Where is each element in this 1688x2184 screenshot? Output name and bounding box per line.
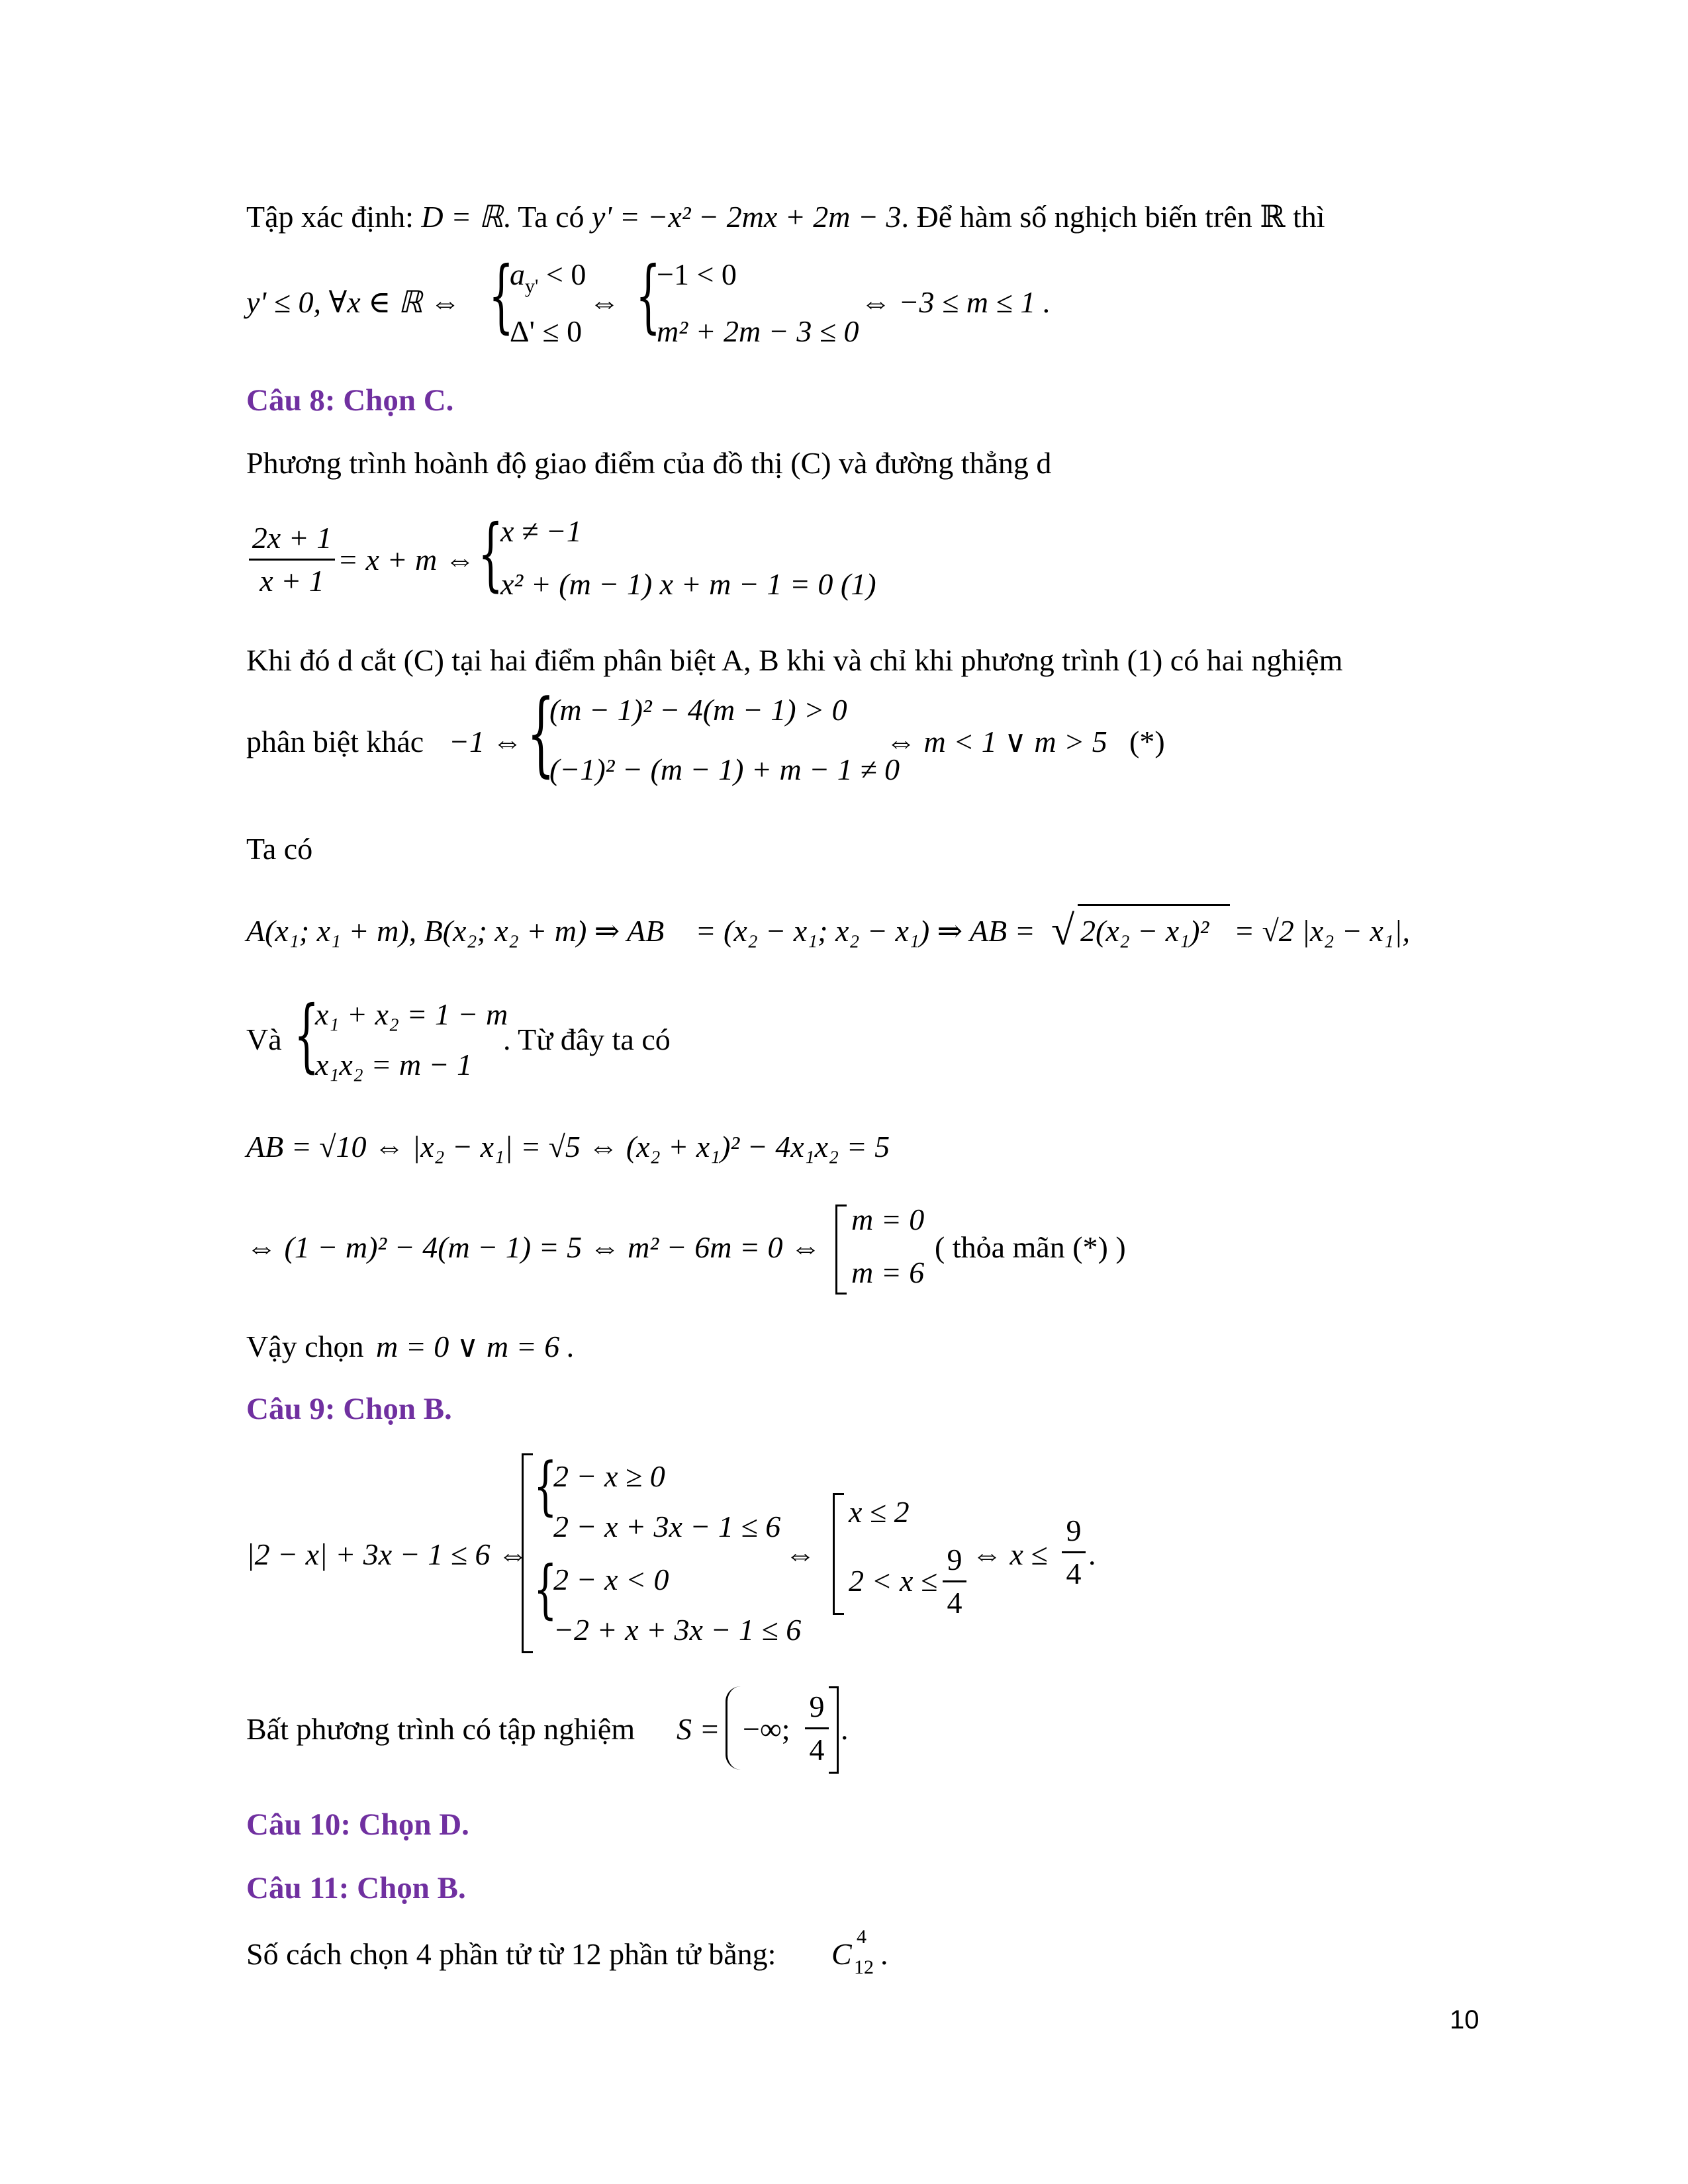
cau8-heading: Câu 8: Chọn C. — [246, 383, 454, 418]
cau11-sup: 4 — [857, 1926, 867, 1948]
cau9-r2: 2 < x ≤ — [849, 1564, 938, 1598]
brace-left-2: { — [635, 250, 661, 343]
cau8-ab10: AB = √10 ⇔ |x₂ − x₁| = √5 ⇔ (x₂ + x₁)² − 4x₁x₂ = 5 — [246, 1130, 890, 1163]
cau8-fraction — [249, 523, 335, 596]
frac1-den: 4 — [947, 1586, 962, 1619]
brace-left-4: { — [527, 680, 555, 788]
cau9-heading: Câu 9: Chọn B. — [246, 1392, 452, 1426]
brace-left-5: { — [294, 989, 320, 1082]
cau9-frac-2 — [1062, 1516, 1086, 1589]
cau11-heading: Câu 11: Chọn B. — [246, 1871, 466, 1905]
brace-left-6: { — [534, 1450, 557, 1524]
cond-lhs: y' ≤ 0, ∀x ∈ ℝ ⇔ — [246, 285, 461, 319]
cau8-sys-b: x² + (m − 1) x + m − 1 = 0 (1) — [500, 567, 876, 601]
cau10-heading: Câu 10: Chọn D. — [246, 1807, 469, 1842]
cau8-ab-line: A(x₁; x₁ + m), B(x₂; x₂ + m) ⇒ AB⃗ = (x₂ − x₁; x₂ − x₁) ⇒ AB = — [246, 914, 1035, 948]
frac1-num: 9 — [947, 1543, 962, 1576]
frac2-den: 4 — [1066, 1557, 1082, 1590]
cond-result: ⇔ −3 ≤ m ≤ 1 . — [861, 285, 1051, 319]
frac3-den: 4 — [809, 1733, 825, 1766]
cau8-cond2-res: ⇔ m < 1 ∨ m > 5 — [886, 725, 1107, 758]
domain-text-3: . Để hàm số nghịch biến trên — [901, 200, 1252, 234]
cau9-c1b: 2 − x + 3x − 1 ≤ 6 — [553, 1510, 781, 1543]
cau8-eq-rest: = x + m ⇔ — [338, 543, 475, 576]
cau8-thoa: ( thỏa mãn (*) ) — [935, 1230, 1126, 1264]
page-number: 10 — [1450, 2005, 1479, 2034]
cau8-tu-day: . Từ đây ta có — [503, 1023, 671, 1056]
cau9-lhs: |2 − x| + 3x − 1 ≤ 6 ⇔ — [246, 1537, 528, 1571]
cau8-ab-sqrt: 2(x₂ − x₁)² — [1080, 914, 1209, 948]
cau9-iff: ⇔ — [785, 1537, 816, 1571]
cau8-vieta-b: x₁x₂ = m − 1 — [315, 1048, 473, 1081]
cau9-r1: x ≤ 2 — [849, 1495, 910, 1529]
cau9-dot: . — [1088, 1537, 1096, 1571]
bracket-left-3 — [833, 1493, 844, 1615]
cau8-cond2-val: −1 ⇔ — [449, 725, 523, 758]
cond-sys2-a: −1 < 0 — [657, 257, 737, 291]
cau9-bpt-text: Bất phương trình có tập nghiệm — [246, 1712, 635, 1746]
cau8-taco: Ta có — [246, 832, 313, 866]
domain-text-1: Tập xác định: — [246, 200, 414, 234]
cau8-vieta-a: x₁ + x₂ = 1 − m — [315, 997, 508, 1031]
cau9-frac-1 — [943, 1545, 966, 1618]
domain-text-2: . Ta có — [503, 200, 585, 234]
cau8-solve: ⇔ (1 − m)² − 4(m − 1) = 5 ⇔ m² − 6m = 0 ⇔ — [246, 1230, 821, 1264]
domain-line — [246, 202, 1325, 232]
bracket-left-1 — [835, 1205, 847, 1295]
brace-left-3: { — [478, 508, 504, 601]
fraction-numerator: 2x + 1 — [252, 521, 332, 555]
cau8-intro: Phương trình hoành độ giao điểm của đồ thị (C) và đường thẳng d — [246, 446, 1052, 480]
cau9-c2a: 2 − x < 0 — [553, 1563, 669, 1596]
set-right-bracket — [829, 1686, 839, 1774]
cau9-final: ⇔ x ≤ — [972, 1537, 1048, 1571]
cau8-cond2-a: (m − 1)² − 4(m − 1) > 0 — [549, 693, 847, 727]
cau8-vay-math: m = 0 ∨ m = 6 . — [376, 1330, 575, 1363]
real-set: ℝ — [1260, 200, 1286, 234]
cau8-vay: Vậy chọn — [246, 1330, 364, 1363]
brace-left-1: { — [489, 250, 514, 343]
cau11-sub: 12 — [854, 1956, 874, 1978]
cau9-c2b: −2 + x + 3x − 1 ≤ 6 — [553, 1613, 802, 1647]
cau8-sys-a: x ≠ −1 — [500, 514, 582, 548]
cau8-sol-a: m = 0 — [851, 1203, 925, 1236]
domain-math-1: D = ℝ — [421, 200, 504, 234]
cond-sys1-b: Δ' ≤ 0 — [510, 314, 583, 348]
cau9-set-dot: . — [841, 1712, 849, 1746]
bracket-left-2 — [522, 1453, 533, 1653]
cau9-frac-3 — [805, 1692, 829, 1765]
cau8-ab-end: = √2 |x₂ − x₁|, — [1234, 914, 1410, 948]
frac3-num: 9 — [809, 1690, 825, 1723]
cau8-va: Và — [246, 1023, 282, 1056]
derivative-expr: y' = −x² − 2mx + 2m − 3 — [592, 200, 902, 234]
sqrt-sign: √ — [1051, 907, 1075, 954]
frac2-num: 9 — [1066, 1514, 1082, 1547]
cau9-set-lhs: S = — [677, 1712, 720, 1746]
cau11-text: Số cách chọn 4 phần tử từ 12 phần tử bằng: — [246, 1937, 776, 1971]
cau8-sol-b: m = 6 — [851, 1255, 925, 1289]
cau8-cond-text: Khi đó d cắt (C) tại hai điểm phân biệt A, B khi và chỉ khi phương trình (1) có hai nghiệm — [246, 643, 1343, 677]
fraction-denominator: x + 1 — [259, 564, 324, 598]
set-left-paren — [726, 1686, 741, 1770]
cond-sys2-b: m² + 2m − 3 ≤ 0 — [657, 314, 859, 348]
sqrt-vinculum — [1078, 904, 1230, 906]
cau9-set-inner: −∞; — [743, 1712, 790, 1746]
cau11-end: . — [880, 1937, 888, 1971]
domain-text-4: thì — [1292, 200, 1325, 234]
cau8-cond2-text: phân biệt khác — [246, 725, 424, 758]
brace-left-7: { — [534, 1553, 557, 1627]
cau8-cond2-b: (−1)² − (m − 1) + m − 1 ≠ 0 — [549, 752, 900, 786]
cau11-combination: C — [831, 1937, 852, 1971]
cau8-cond2-star: (*) — [1129, 725, 1165, 758]
cau9-c1a: 2 − x ≥ 0 — [553, 1459, 665, 1493]
cond-sys1-a: $a_{y'} < 0$ — [510, 257, 586, 297]
cond-iff-1: ⇔ — [589, 285, 620, 319]
